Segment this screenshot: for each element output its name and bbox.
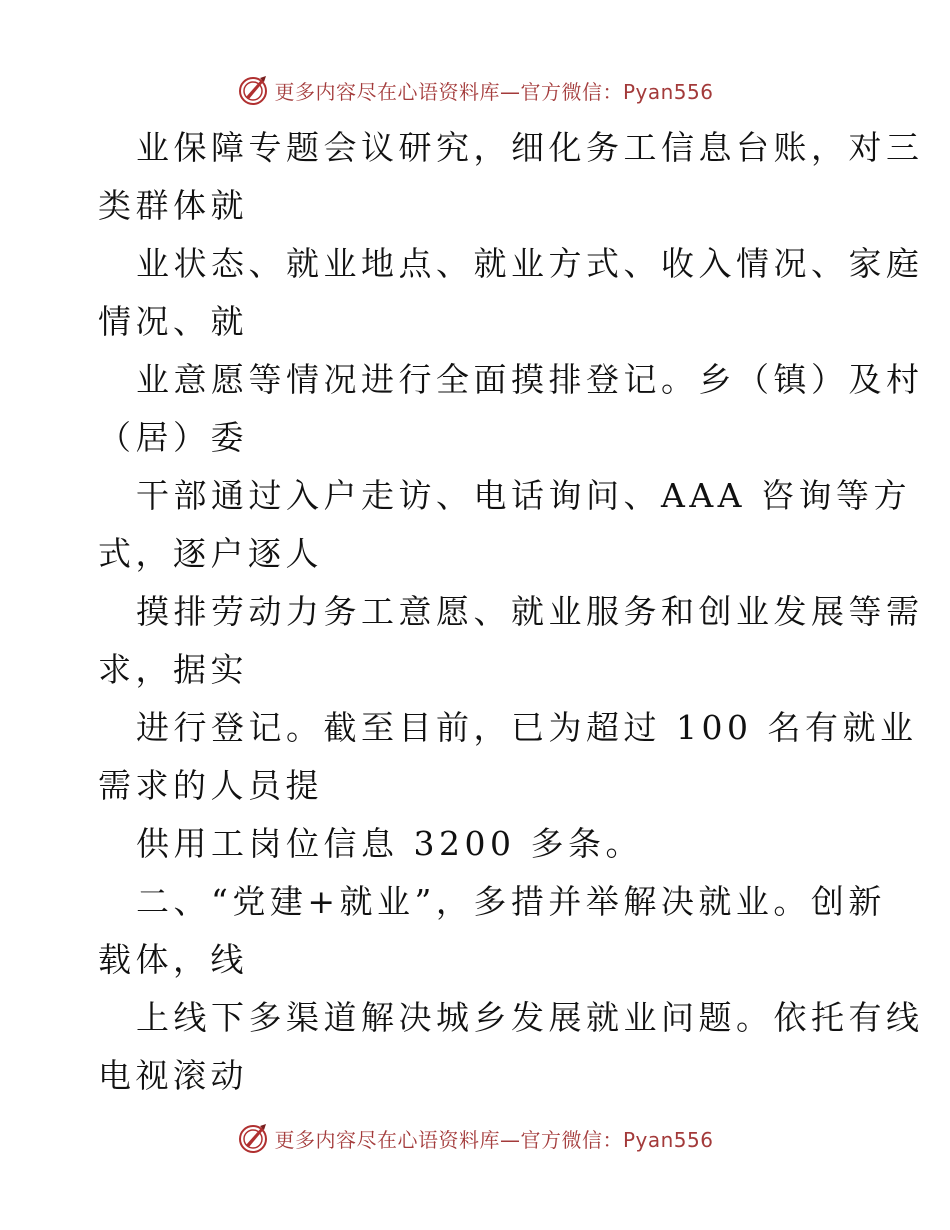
body-line: 进行登记。截至目前，已为超过 100 名有就业 [136,708,918,747]
body-line: 载体，线 [98,940,248,979]
header-watermark-banner [0,70,950,110]
body-line: 类群体就 [98,186,248,225]
body-line: 摸排劳动力务工意愿、就业服务和创业发展等需 [136,592,924,631]
body-line: 式，逐户逐人 [98,534,323,573]
footer-watermark-text: 更多内容尽在心语资料库—官方微信：Pyan556 [274,1127,714,1152]
quill-logo-icon [236,1121,270,1155]
body-line: 业意愿等情况进行全面摸排登记。乡（镇）及村 [136,360,924,399]
body-line: （居）委 [98,418,248,457]
body-line: 二、“党建+就业”，多措并举解决就业。创新 [136,882,886,921]
body-line: 求，据实 [98,650,248,689]
body-line: 电视滚动 [98,1056,248,1095]
quill-logo-icon [236,73,270,107]
body-line: 干部通过入户走访、电话询问、AAA 咨询等方 [136,476,911,515]
body-line: 业状态、就业地点、就业方式、收入情况、家庭 [136,244,924,283]
body-line: 业保障专题会议研究，细化务工信息台账，对三 [136,128,924,167]
body-line: 需求的人员提 [98,766,323,805]
body-line: 供用工岗位信息 3200 多条。 [136,824,643,863]
body-line: 上线下多渠道解决城乡发展就业问题。依托有线 [136,998,924,1037]
body-line: 情况、就 [98,302,248,341]
header-watermark-text: 更多内容尽在心语资料库—官方微信：Pyan556 [274,79,714,104]
footer-watermark-banner [0,1118,950,1158]
